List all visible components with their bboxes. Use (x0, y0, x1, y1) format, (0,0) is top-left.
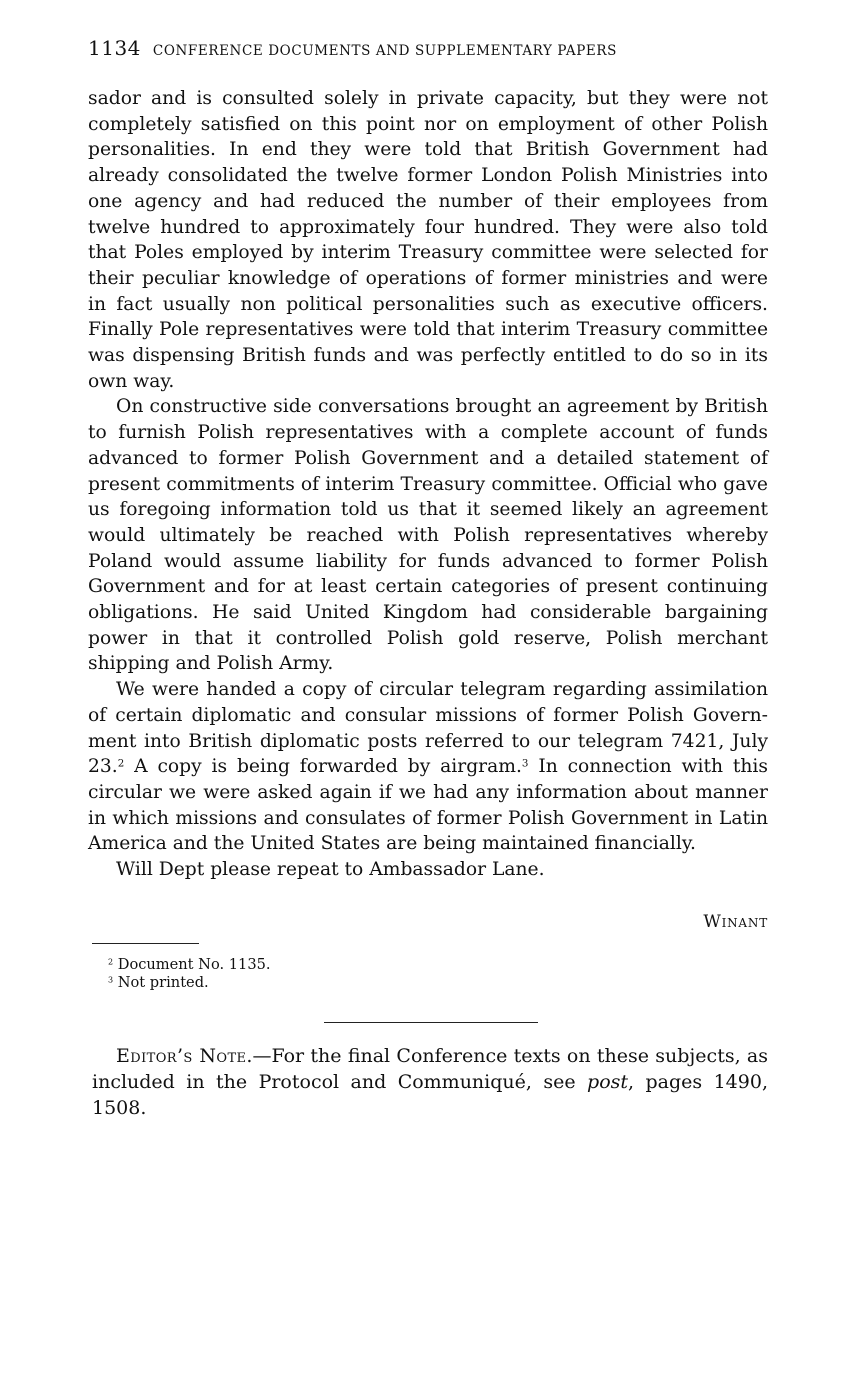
editors-note (92, 1043, 768, 1121)
footnote-divider (92, 943, 199, 944)
editors-note-text: .—For the final Conference texts on these subjects, as included in the Protocol and Communiqué, see (92, 1045, 768, 1093)
section-divider (324, 1022, 538, 1023)
paragraph-constructive-side: On constructive side conversations brought an agreement by British to furnish Polish representatives with a complete account of funds advanced to former Polish Government and a detailed statement of present commitments of interim Treasury committee. Official who gave us foregoing information told us that it seemed likely an agreement would ultimately be reached with Polish representatives whereby Poland would assume liability for funds advanced to former Polish Government and for at least certain categories of present continuing obligations. He said United Kingdom had considerable bargaining power in that it controlled Polish gold reserve, Polish merchant shipping and Polish Army. (88, 396, 768, 675)
editors-note-pages: , pages 1490, 1508. (92, 1071, 768, 1119)
editors-note-post: post (587, 1071, 629, 1093)
running-head-title: CONFERENCE DOCUMENTS AND SUPPLEMENTARY PAPERS (152, 43, 617, 59)
footnote-mark: 2 (108, 957, 114, 967)
paragraph-circular-telegram (88, 677, 768, 857)
paragraph-text: We were handed a copy of circular telegram regarding assimilation of certain diplomatic and consular missions of former Polish Government into British diplomatic posts referred to our telegram 7421, July 23. (88, 679, 768, 778)
paragraph-continued: sador and is consulted solely in private capacity, but they were not completely satisfied on this point nor on employment of other Polish personalities. In end they were told that British Government had already consolidated the twelve former London Polish Ministries into one agency and had reduced the number of their employees from twelve hundred to approximately four hundred. They were also told that Poles employed by interim Treasury committee were selected for their peculiar knowledge of operations of former ministries and were in fact usually non political personalities such as executive officers. Finally Pole representatives were told that interim Treasury committee was dispensing British funds and was perfectly entitled to do so in its own way. (88, 88, 768, 392)
telegram-body (88, 86, 768, 883)
running-head (88, 36, 768, 60)
paragraph-text: A copy is being forwarded by airgram. (124, 756, 522, 778)
signature-winant: Winant (703, 912, 768, 932)
editors-note-paragraph (92, 1043, 768, 1121)
footnote-text: Not printed. (117, 974, 209, 991)
footnote-ref-2: 2 (117, 757, 125, 770)
paragraph-repeat-request: Will Dept please repeat to Ambassador Lane. (116, 859, 545, 881)
footnote-mark: 3 (108, 975, 114, 985)
editors-note-label: Editor’s Note (116, 1045, 247, 1067)
footnote-ref-3: 3 (521, 757, 529, 770)
footnote-text: Document No. 1135. (117, 956, 271, 973)
footnote-2 (108, 956, 708, 974)
footnotes (108, 956, 708, 992)
page-number: 1134 (88, 36, 141, 60)
footnote-3 (108, 974, 708, 992)
paragraph-text: In connection with this circular we were asked again if we had any information about manner in which missions and consulates of former Polish Government in Latin America and the United States are being maintained financially. (88, 756, 768, 855)
